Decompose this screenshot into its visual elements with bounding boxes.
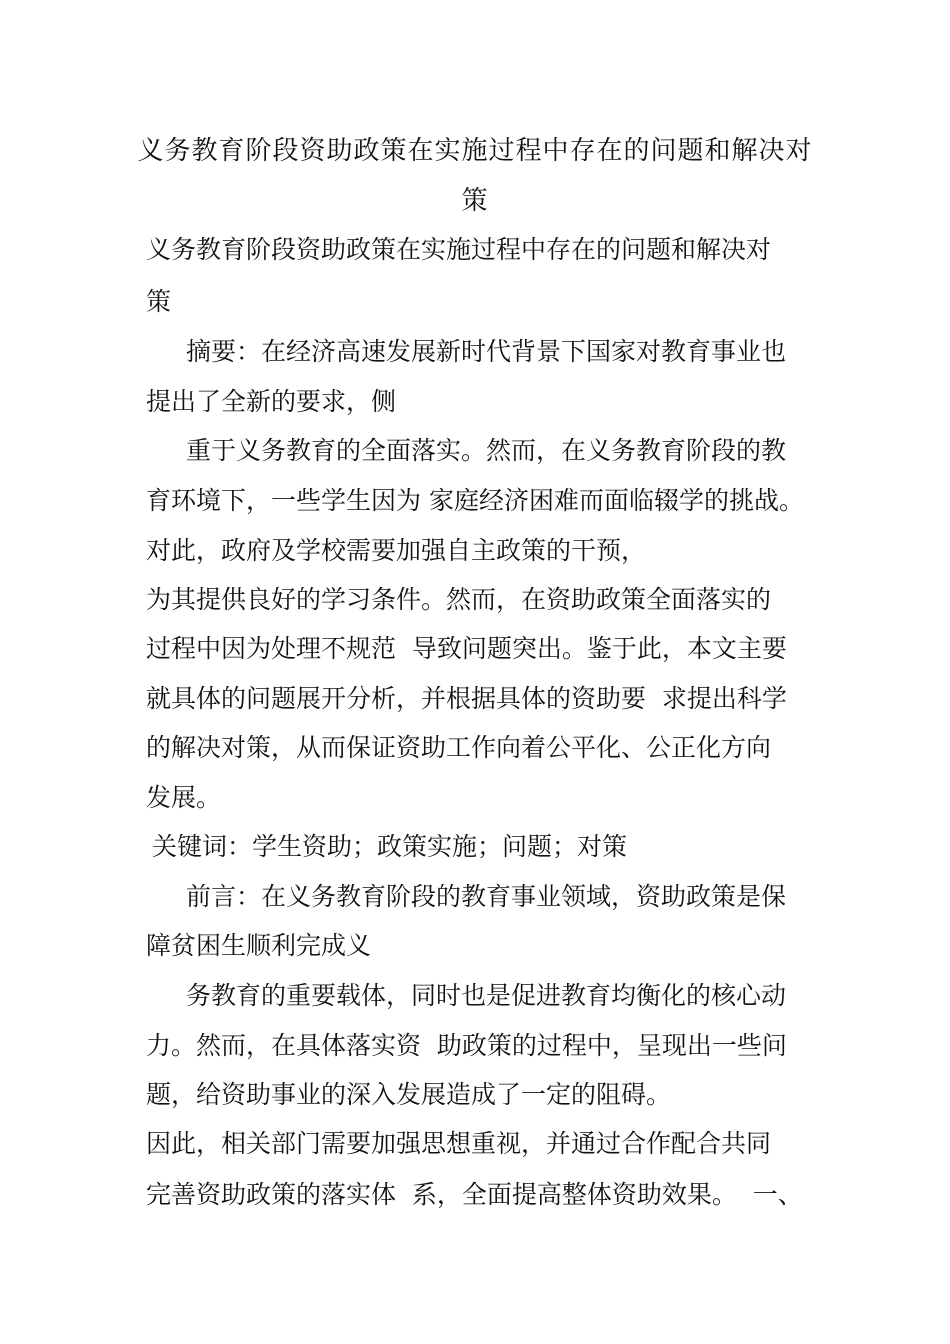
document-title-line-1: 义务教育阶段资助政策在实施过程中存在的问题和解决对 <box>137 136 813 166</box>
abstract-line-5: 对此，政府及学校需要加强自主政策的干预， <box>146 536 647 565</box>
abstract-line-1: 摘要：在经济高速发展新时代背景下国家对教育事业也 <box>186 337 787 366</box>
abstract-line-6: 为其提供良好的学习条件。然而，在资助政策全面落实的 <box>146 585 772 614</box>
abstract-line-4: 育环境下，一些学生因为 家庭经济困难而面临辍学的挑战。 <box>146 486 804 515</box>
abstract-line-2: 提出了全新的要求，侧 <box>146 387 397 416</box>
preface-line-2: 障贫困生顺利完成义 <box>146 931 372 960</box>
document-title-line-2: 策 <box>461 186 489 216</box>
abstract-line-7: 过程中因为处理不规范 导致问题突出。鉴于此，本文主要 <box>146 634 787 663</box>
preface-line-3: 务教育的重要载体，同时也是促进教育均衡化的核心动 <box>186 981 787 1010</box>
abstract-line-3: 重于义务教育的全面落实。然而，在义务教育阶段的教 <box>186 436 787 465</box>
keywords-line: 关键词：学生资助；政策实施；问题；对策 <box>152 832 628 861</box>
preface-line-5: 题，给资助事业的深入发展造成了一定的阻碍。 <box>146 1080 672 1109</box>
preface-line-1: 前言：在义务教育阶段的教育事业领域，资助政策是保 <box>186 882 787 911</box>
preface-line-4: 力。然而，在具体落实资 助政策的过程中，呈现出一些问 <box>146 1031 787 1060</box>
abstract-line-8: 就具体的问题展开分析，并根据具体的资助要 求提出科学 <box>146 684 787 713</box>
preface-line-7: 完善资助政策的落实体 系，全面提高整体资助效果。 一、 <box>146 1180 803 1209</box>
abstract-line-9: 的解决对策，从而保证资助工作向着公平化、公正化方向 <box>146 733 772 762</box>
abstract-line-10: 发展。 <box>146 783 222 812</box>
heading-line-1: 义务教育阶段资助政策在实施过程中存在的问题和解决对 <box>146 235 772 264</box>
heading-line-2: 策 <box>146 287 172 316</box>
preface-line-6: 因此，相关部门需要加强思想重视，并通过合作配合共同 <box>146 1129 772 1158</box>
